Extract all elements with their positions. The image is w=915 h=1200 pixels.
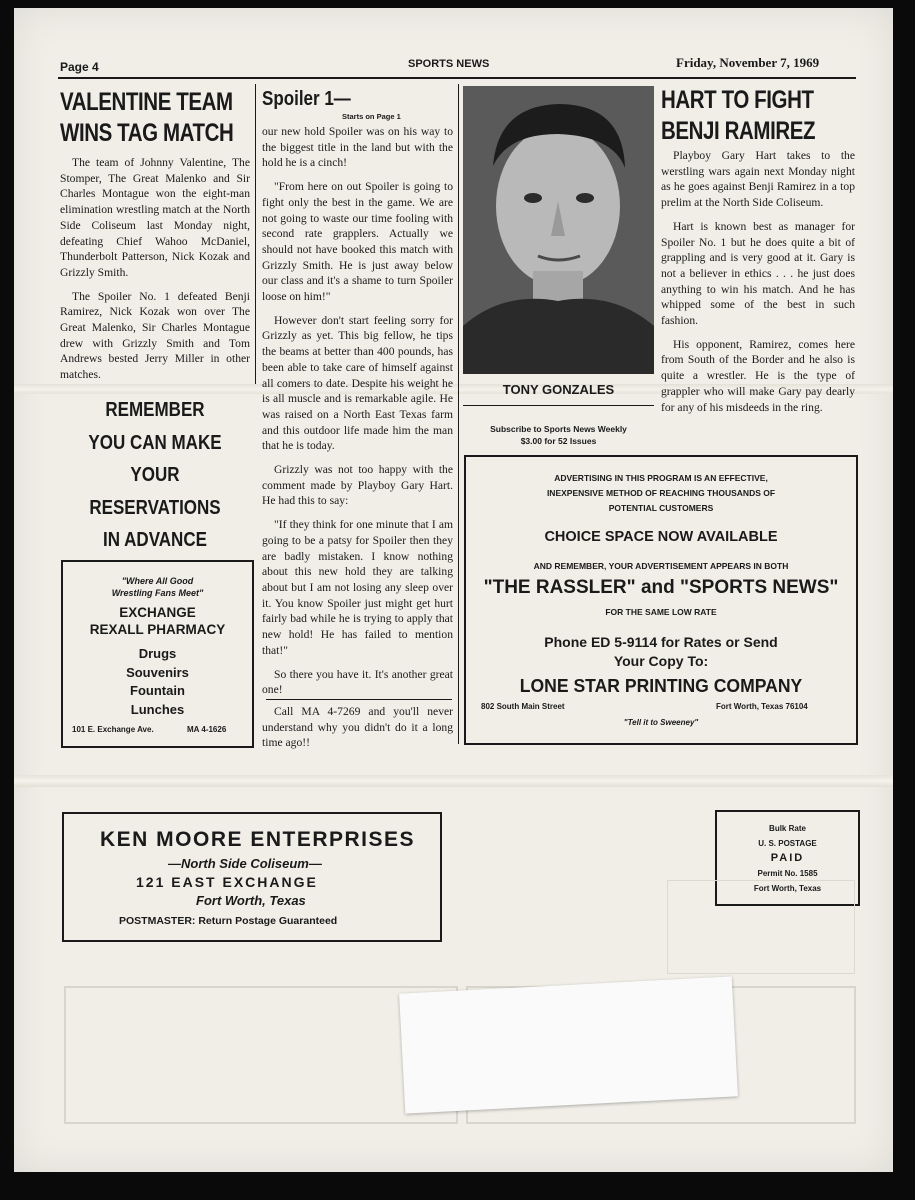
pharmacy-item: Drugs: [138, 646, 177, 661]
pharmacy-name: REXALL PHARMACY: [89, 622, 226, 637]
column-rule-2: [458, 84, 459, 744]
pharmacy-item: Lunches: [130, 701, 185, 717]
pharmacy-phone: MA 4-1626: [187, 725, 227, 734]
printing-ad-city: Fort Worth, Texas 76104: [716, 702, 808, 711]
printing-ad-address: 802 South Main Street: [481, 702, 565, 711]
postage-line: Fort Worth, Texas: [753, 884, 822, 893]
printing-ad-line: INEXPENSIVE METHOD OF REACHING THOUSANDS OF: [546, 488, 776, 498]
article3-paragraph: Hart is known best as manager for Spoiler No. 1 but he does quite a bit of grappling and is very good at it. Gary is not a believer in ethics . . . he just does anything to win his match. And he has whipped some of the best in such fashion.: [661, 219, 855, 328]
article1-headline-line2: WINS TAG MATCH: [60, 119, 234, 147]
caption-rule: [463, 405, 654, 406]
wrestler-photo: [463, 86, 654, 374]
article2-paragraph: "If they think for one minute that I am going to be a patsy for Spoiler then they are badly mistaken. I know nothing about this new hold they are talking about but I am not losing any sleep over it. You know Spoiler just might get hurt fairly bad while he is trying to apply that new hold! He has failed to mention that!": [262, 518, 453, 657]
printing-ad-line: ADVERTISING IN THIS PROGRAM IS AN EFFECTIVE,: [554, 473, 768, 483]
article2-paragraph: However don't start feeling sorry for Grizzly as yet. This big fellow, he tips the beams at better than 400 pounds, has been able to take care of himself against all comers to date. Despite his weight he is all muscle and is remarkable agile. He was raised on a North East Texas farm and this outdoor life made him the man that he is today.: [262, 313, 453, 453]
article1-headline-line1: VALENTINE TEAM: [60, 88, 233, 116]
postage-line: Permit No. 1585: [757, 869, 818, 878]
article2-continued: Starts on Page 1: [342, 112, 401, 121]
pharmacy-item: Fountain: [130, 683, 185, 698]
column-rule-1: [255, 84, 256, 384]
article3-paragraph: His opponent, Ramirez, comes here from South of the Border and he also is quite a wrestler. He is the type of grappler who will make Gary pay dearly for any of his misdeeds in the ring.: [661, 337, 855, 414]
article2-paragraph: So there you have it. It's another great one!: [262, 667, 453, 697]
pharmacy-name: EXCHANGE: [119, 605, 196, 620]
postage-line: U. S. POSTAGE: [758, 839, 817, 848]
mailer-street: 121 EAST EXCHANGE: [136, 874, 318, 890]
printing-ad-phone: Phone ED 5-9114 for Rates or Send: [544, 634, 778, 650]
article2-paragraph: our new hold Spoiler was on his way to the biggest title in the land but with the hold he is a cinch!: [262, 125, 453, 170]
article2-headline: Spoiler 1—: [262, 88, 351, 110]
pharmacy-ad: [61, 560, 254, 748]
subscribe-price: $3.00 for 52 Issues: [520, 436, 597, 446]
paper-label-sticker: [399, 976, 738, 1113]
printing-ad-rate: FOR THE SAME LOW RATE: [605, 607, 717, 617]
article2-body: [262, 124, 453, 706]
pharmacy-address: 101 E. Exchange Ave.: [72, 725, 154, 734]
masthead: SPORTS NEWS: [408, 58, 490, 70]
wrestler-portrait: [463, 86, 654, 374]
paper-fold-lower: [14, 775, 893, 787]
article1-paragraph: The team of Johnny Valentine, The Stomper, The Great Malenko and Sir Charles Montague won the eight-man elimination wrestling match at the North Side Coliseum last Monday night, defeating Chief Wahoo McDaniel, Thunderbolt Patterson, Nick Kozak and Grizzly Smith.: [60, 156, 250, 279]
pharmacy-slogan: "Where All Good: [121, 576, 194, 586]
reservations-notice: [60, 394, 250, 557]
printing-ad-company: LONE STAR PRINTING COMPANY: [519, 675, 803, 696]
reservations-line: IN ADVANCE: [103, 529, 207, 551]
pharmacy-slogan: Wrestling Fans Meet": [111, 588, 204, 598]
reservations-line: REMEMBER: [105, 399, 205, 421]
issue-date: Friday, November 7, 1969: [676, 55, 820, 70]
article2-paragraph: Call MA 4-7269 and you'll never understand why you didn't do it a long time ago!!: [262, 705, 453, 750]
subscribe-line: Subscribe to Sports News Weekly: [490, 424, 627, 434]
printing-ad-remember: AND REMEMBER, YOUR ADVERTISEMENT APPEARS IN BOTH: [533, 561, 789, 571]
article2-divider: [266, 699, 452, 700]
article3-headline-line2: BENJI RAMIREZ: [661, 117, 816, 145]
printing-ad: [464, 455, 858, 745]
mailer-city: Fort Worth, Texas: [196, 893, 306, 908]
show-through-box: [667, 880, 855, 974]
mailer-name: KEN MOORE ENTERPRISES: [100, 828, 416, 851]
article3-body: [661, 148, 855, 423]
pharmacy-item: Souvenirs: [126, 664, 189, 680]
article3-paragraph: Playboy Gary Hart takes to the werstling wars again next Monday night as he goes against Benji Ramirez in a top prelim at the North Side Coliseum.: [661, 149, 855, 210]
article1-paragraph: The Spoiler No. 1 defeated Benji Ramirez, Nick Kozak won over The Great Malenko, Sir Charles Montague drew with Grizzly Smith and Tom Andrews bested Jerry Miller in other matches.: [60, 289, 250, 382]
printing-ad-papers: "THE RASSLER" and "SPORTS NEWS": [483, 577, 839, 598]
subscribe-notice: [463, 423, 654, 447]
article2-paragraph: Grizzly was not too happy with the comment made by Playboy Gary Hart. He had this to say:: [262, 463, 453, 508]
mailer-return-address: [62, 812, 442, 942]
article1-body: [60, 155, 250, 391]
printing-ad-tagline: "Tell it to Sweeney": [623, 718, 699, 727]
reservations-line: YOU CAN MAKE: [88, 431, 222, 454]
article2-paragraph: "From here on out Spoiler is going to fight only the best in the game. We are not going to waste our time fooling with second rate grapplers. Actually we should not have booked this match with Grizzly Smith. He is just away below our class and it's a shame to turn Spoiler loose on him!": [262, 180, 453, 304]
printing-ad-phone: Your Copy To:: [613, 653, 709, 669]
reservations-line: YOUR: [130, 464, 180, 486]
postage-line: Bulk Rate: [769, 824, 806, 833]
mailer-postmaster: POSTMASTER: Return Postage Guaranteed: [119, 915, 338, 927]
printing-ad-line: POTENTIAL CUSTOMERS: [608, 503, 714, 513]
reservations-line: RESERVATIONS: [89, 496, 221, 519]
article3-headline-line1: HART TO FIGHT: [661, 86, 814, 114]
header-rule: [58, 77, 856, 79]
page-number: Page 4: [60, 60, 99, 74]
photo-caption: TONY GONZALES: [502, 382, 615, 397]
printing-ad-choice: CHOICE SPACE NOW AVAILABLE: [544, 529, 778, 545]
article2-footer: [262, 704, 453, 759]
mailer-venue: —North Side Coliseum—: [168, 856, 322, 871]
postage-paid: PAID: [770, 852, 805, 864]
